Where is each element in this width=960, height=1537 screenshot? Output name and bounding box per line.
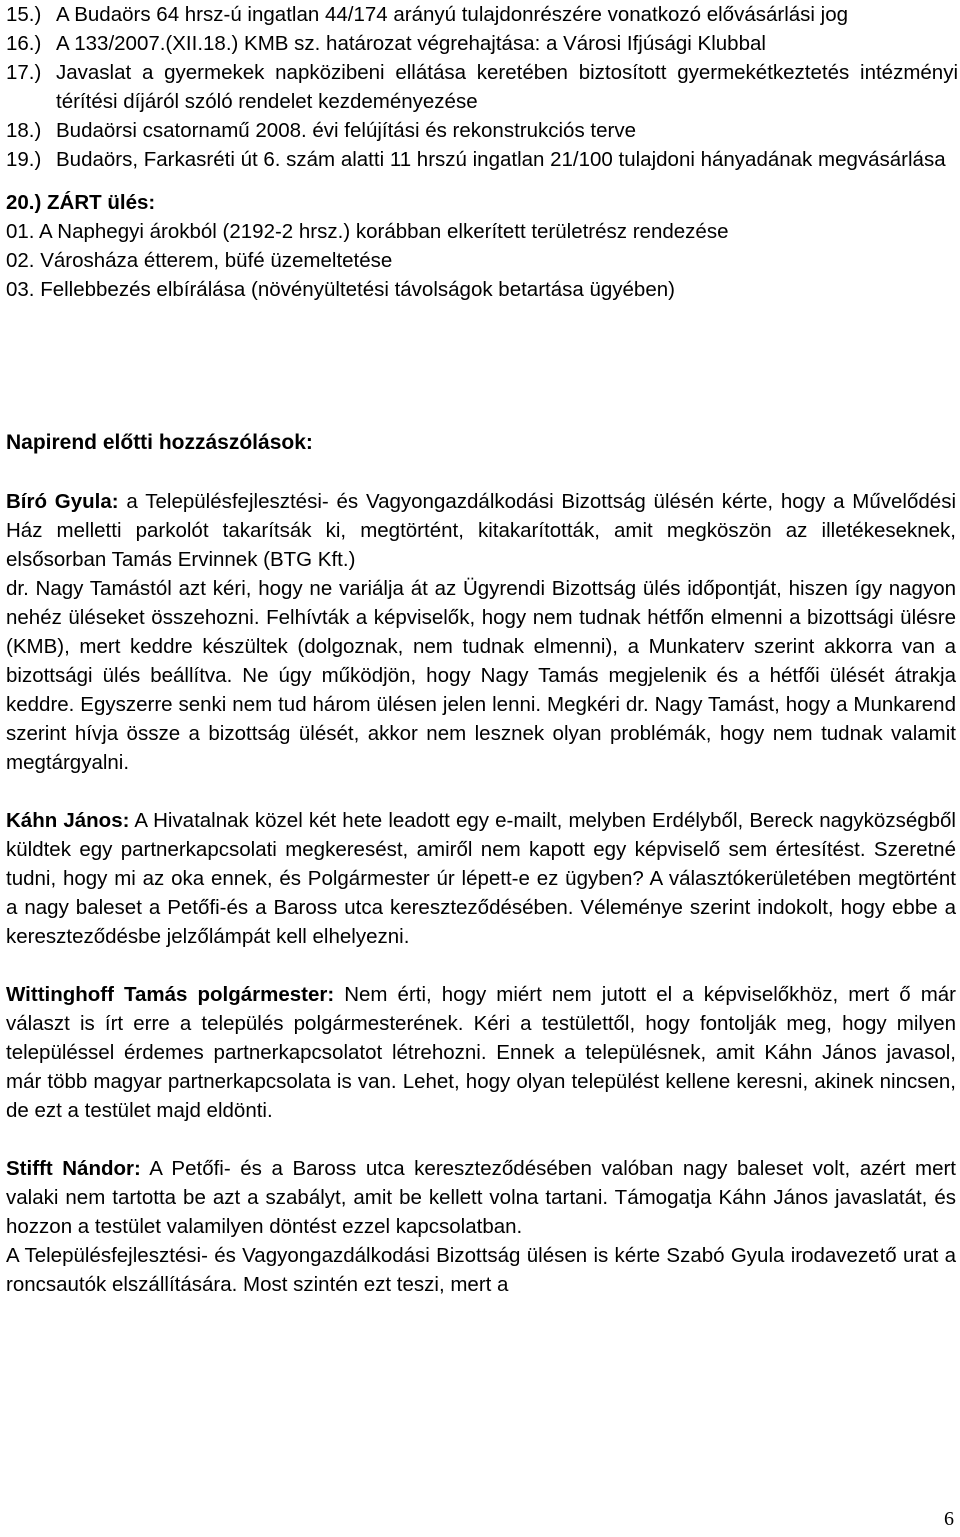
paragraph-text: A Petőfi- és a Baross utca kereszteződésében valóban nagy baleset volt, azért mert valaki nem tartotta be azt a szabályt, amit be kellett volna tartani. Támogatja Káhn János javaslatát, és hozzon a testület valamilyen döntést ezzel kapcsolatban.: [6, 1157, 956, 1238]
paragraph: [6, 574, 956, 777]
agenda-item: [6, 145, 958, 174]
paragraph-text: Nem érti, hogy miért nem jutott el a képviselőkhöz, mert ő már választ is írt erre a település polgármesterének. Kéri a testülettől, hogy fontolják meg, hogy milyen településsel érdemes partnerkapcsolatot létrehozni. Ennek a településnek, amit Káhn János javasol, már több magyar partnerkapcsolata is van. Lehet, hogy olyan települést kellene keresni, akinek nincsen, de ezt a testület majd eldönti.: [6, 983, 957, 1122]
speaker-name: Stifft Nándor:: [6, 1157, 141, 1180]
agenda-item-number: 19.): [6, 148, 42, 171]
speaker-name: Bíró Gyula:: [6, 490, 119, 513]
closed-session-title: 20.) ZÁRT ülés:: [6, 191, 156, 214]
agenda-item-text: A 133/2007.(XII.18.) KMB sz. határozat végrehajtása: a Városi Ifjúsági Klubbal: [56, 32, 766, 55]
speaker-name: Wittinghoff Tamás polgármester:: [6, 983, 335, 1006]
page-number: 6: [944, 1508, 954, 1530]
agenda-item-number: 18.): [6, 119, 42, 142]
speaker-paragraph: [6, 806, 956, 951]
section-heading: Napirend előtti hozzászólások:: [6, 431, 313, 454]
agenda-item-text: Javaslat a gyermekek napközibeni ellátása keretében biztosított gyermekétkeztetés intézményi térítési díjáról szóló rendelet kezdeményezése: [56, 61, 958, 113]
agenda-item: [6, 116, 958, 145]
paragraph-text: a Településfejlesztési- és Vagyongazdálkodási Bizottság ülésén kérte, hogy a Művelődési Ház melletti parkolót takarítsák ki, megtörtént, kitakarították, amit megköszön az illetékeseknek, elsősorban Tamás Ervinnek (BTG Kft.): [6, 490, 956, 571]
speaker-paragraph: [6, 487, 956, 574]
minutes-body: [6, 487, 956, 1299]
paragraph-text: A Településfejlesztési- és Vagyongazdálkodási Bizottság ülésen is kérte Szabó Gyula irodavezető urat a roncsautók elszállítására. Most szintén ezt teszi, mert a: [6, 1244, 956, 1296]
speaker-name: Káhn János:: [6, 809, 130, 832]
agenda-item: [6, 0, 958, 29]
paragraph: [6, 1241, 956, 1299]
paragraph-text: dr. Nagy Tamástól azt kéri, hogy ne variálja át az Ügyrendi Bizottság ülés időpontját, hiszen így nagyon nehéz üléseket összehozni. Felhívták a képviselők, hogy nem tudnak hétfőn elmenni a bizottsági ülésre (KMB), mert keddre készültek (dolgoznak, nem tudnak elmenni), a Munkaterv szerint akkorra van a bizottsági ülés beállítva. Ne úgy működjön, hogy Nagy Tamás megjelenik és a hétfői ülését átrakja keddre. Egyszerre senki nem tud három ülésen jelen lenni. Megkéri dr. Nagy Tamást, hogy a Munkarend szerint hívja össze a bizottság ülését, akkor nem lesznek olyan problémák, hogy nem tudnak valamit megtárgyalni.: [6, 577, 956, 774]
agenda-item-number: 16.): [6, 32, 42, 55]
speaker-paragraph: [6, 1154, 956, 1241]
agenda-list: [6, 0, 958, 304]
agenda-item-text: A Budaörs 64 hrsz-ú ingatlan 44/174 arányú tulajdonrészére vonatkozó elővásárlási jog: [56, 3, 849, 26]
closed-session-item: 03. Fellebbezés elbírálása (növényültetési távolságok betartása ügyében): [6, 278, 675, 301]
agenda-item-number: 15.): [6, 3, 42, 26]
closed-session-item: 01. A Naphegyi árokból (2192-2 hrsz.) korábban elkerített területrész rendezése: [6, 220, 729, 243]
speaker-paragraph: [6, 980, 956, 1125]
agenda-item-text: Budaörs, Farkasréti út 6. szám alatti 11 hrszú ingatlan 21/100 tulajdoni hányadának megvásárlása: [56, 148, 946, 171]
agenda-item-number: 17.): [6, 61, 42, 84]
paragraph-text: A Hivatalnak közel két hete leadott egy e-mailt, melyben Erdélyből, Bereck nagyközségből küldtek egy partnerkapcsolati megkeresést, amiről nem kapott egy képviselő sem értesítést. Szeretné tudni, hogy mi az oka ennek, és Polgármester úr lépett-e ez ügyben? A választókerületében megtörtént a nagy baleset a Petőfi-és a Baross utca kereszteződésében. Véleménye szerint indokolt, hogy ebbe a kereszteződésbe jelzőlámpát kell elhelyezni.: [6, 809, 956, 948]
agenda-item: [6, 29, 958, 58]
closed-session-item: 02. Városháza étterem, büfé üzemeltetése: [6, 249, 393, 272]
agenda-item-text: Budaörsi csatornamű 2008. évi felújítási és rekonstrukciós terve: [56, 119, 636, 142]
agenda-item: [6, 58, 958, 116]
